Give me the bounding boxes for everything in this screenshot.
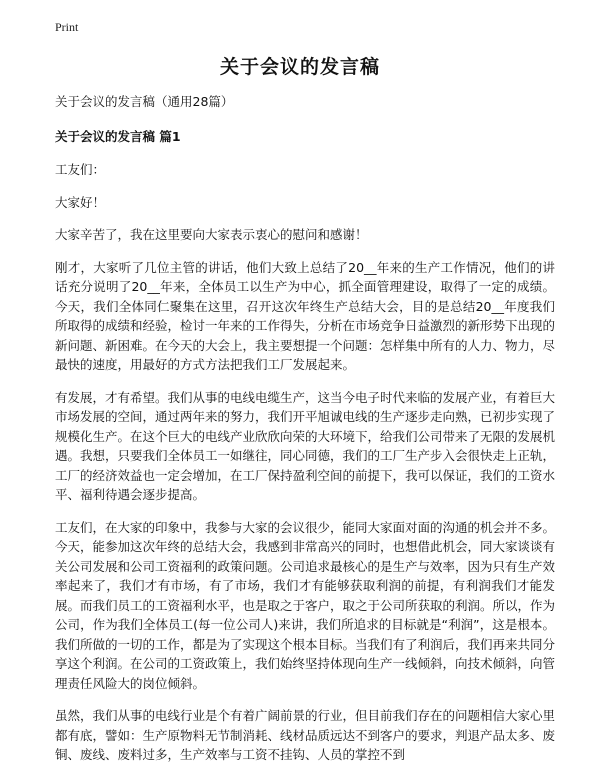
section-title: 关于会议的发言稿 篇1 — [55, 128, 181, 144]
body-paragraph: 有发展，才有希望。我们从事的电线电缆生产，这当今电子时代来临的发展产业，有着巨大市场发展的空间，通过两年来的努力，我们开平旭诚电线的生产逐步走向熟，已初步实现了规模化生产。在这个巨大的电线产业欣欣向荣的大环境下，给我们公司带来了无限的发展机遇。我想，只要我们全体员工一如继往，同心同德，我们的工厂生产步入会很快走上正轨，工厂的经济效益也一定会增加，在工厂保持盈利空间的前提下，我可以保证，我们的工资水平、福利待遇会逐步提高。 — [55, 389, 556, 502]
body-paragraph: 刚才，大家听了几位主管的讲话，他们大致上总结了20__年来的生产工作情况，他们的讲话充分说明了20__年来，全体员工以生产为中心，抓全面管理建设，取得了一定的成绩。今天，我们全体同仁聚集在这里，召开这次年终生产总结大会，目的是总结20__年度我们所取得的成绩和经验，检讨一年来的工作得失，分析在市场竞争日益激烈的新形势下出现的新问题、新困难。在今天的大会上，我主要想提一个问题：怎样集中所有的人力、物力，尽最快的速度，用最好的方式方法把我们工厂发展起来。 — [55, 259, 556, 372]
greeting-paragraph: 大家好！ — [55, 194, 106, 210]
document-title: 关于会议的发言稿 — [219, 56, 380, 78]
body-paragraph: 虽然，我们从事的电线行业是个有着广阔前景的行业，但目前我们存在的问题相信大家心里都有底，譬如：生产原物料无节制消耗、线材品质远达不到客户的要求，判退产品太多、废铜、废线、废料过多，生产效率与工资不挂钩、人员的掌控不到 — [55, 708, 556, 762]
body-paragraph: 工友们，在大家的印象中，我参与大家的会议很少，能同大家面对面的沟通的机会并不多。今天，能参加这次年终的总结大会，我感到非常高兴的同时，也想借此机会，同大家谈谈有关公司发展和公司工资福利的政策问题。公司追求最核心的是生产与效率，因为只有生产效率起来了，我们才有市场，有了市场，我们才有能够获取利润的前提，有利润我们才能发展。而我们员工的工资福利水平，也是取之于客户，取之于公司所获取的利润。所以，作为公司，作为我们全体员工(每一位公司人)来讲，我们所追求的目标就是“利润”，这是根本。我们所做的一切的工作，都是为了实现这个根本目标。当我们有了利润后，我们再来共同分享这个利润。在公司的工资政策上，我们始终坚持体现向生产一线倾斜，向技术倾斜，向管理责任风险大的岗位倾斜。 — [55, 519, 556, 691]
salutation-paragraph: 工友们： — [55, 162, 106, 177]
thanks-paragraph: 大家辛苦了，我在这里要向大家表示衷心的慰问和感谢！ — [55, 227, 368, 242]
document-subtitle: 关于会议的发言稿（通用28篇） — [55, 94, 234, 109]
print-link[interactable]: Print — [55, 20, 79, 34]
document-body — [55, 92, 555, 778]
